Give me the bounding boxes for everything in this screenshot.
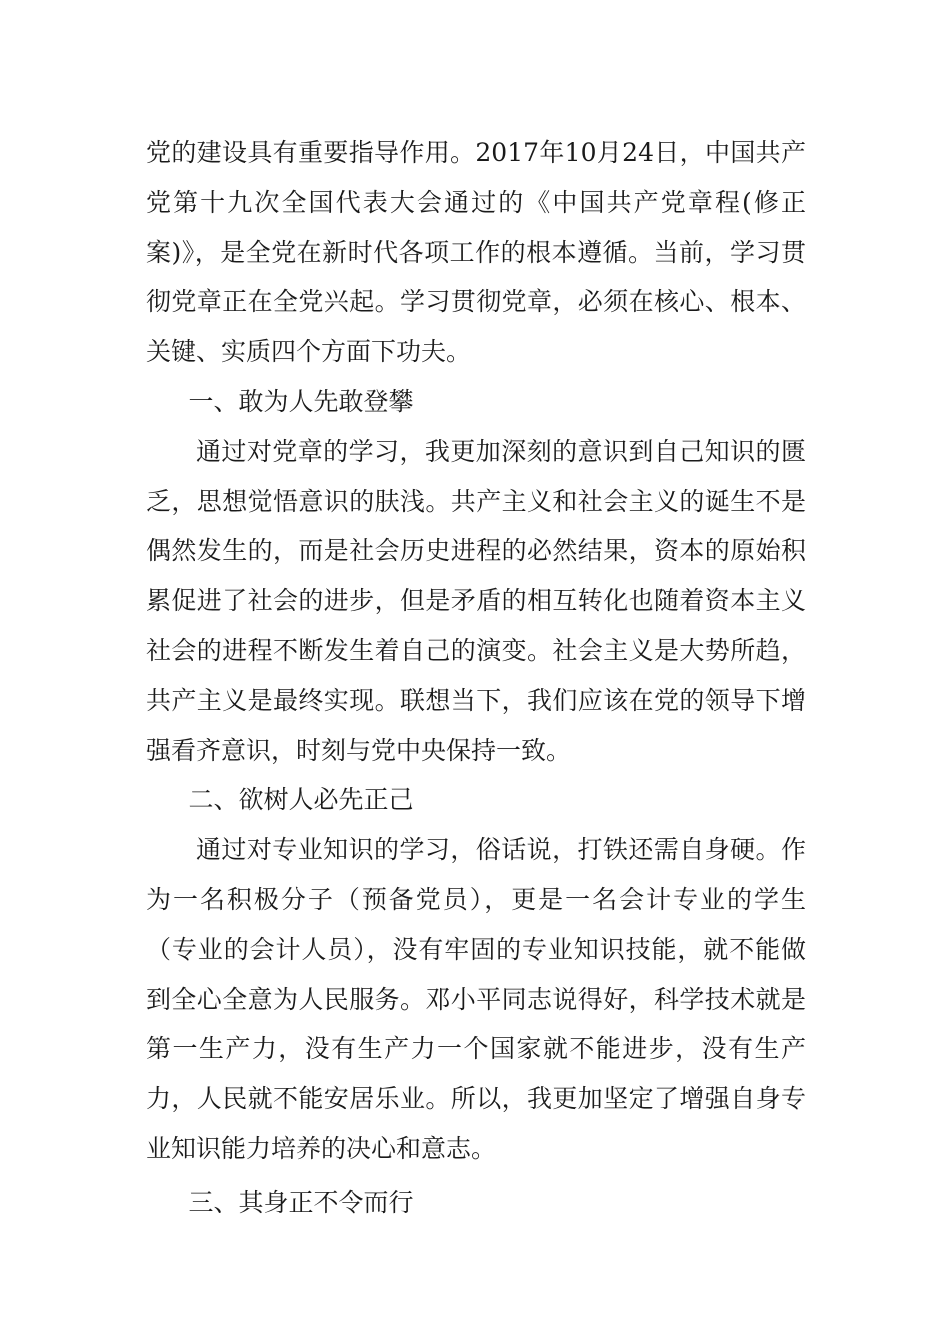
document-page bbox=[146, 128, 806, 1228]
intro-paragraph: 党的建设具有重要指导作用。2017年10月24日，中国共产党第十九次全国代表大会通过的《中国共产党章程(修正案)》，是全党在新时代各项工作的根本遵循。当前，学习贯彻党章正在全党兴起。学习贯彻党章，必须在核心、根本、关键、实质四个方面下功夫。 bbox=[146, 138, 806, 367]
section-heading-1: 一、敢为人先敢登攀 bbox=[188, 386, 414, 416]
section-heading-2: 二、欲树人必先正己 bbox=[188, 785, 414, 815]
section-2-paragraph: 通过对专业知识的学习，俗话说，打铁还需自身硬。作为一名积极分子（预备党员），更是一名会计专业的学生（专业的会计人员），没有牢固的专业知识技能，就不能做到全心全意为人民服务。邓小平同志说得好，科学技术就是第一生产力，没有生产力一个国家就不能进步，没有生产力，人民就不能安居乐业。所以，我更加坚定了增强自身专业知识能力培养的决心和意志。 bbox=[146, 835, 806, 1163]
section-1-paragraph: 通过对党章的学习，我更加深刻的意识到自己知识的匮乏，思想觉悟意识的肤浅。共产主义和社会主义的诞生不是偶然发生的，而是社会历史进程的必然结果，资本的原始积累促进了社会的进步，但是矛盾的相互转化也随着资本主义社会的进程不断发生着自己的演变。社会主义是大势所趋，共产主义是最终实现。联想当下，我们应该在党的领导下增强看齐意识，时刻与党中央保持一致。 bbox=[146, 436, 806, 765]
section-heading-3: 三、其身正不令而行 bbox=[188, 1187, 414, 1217]
